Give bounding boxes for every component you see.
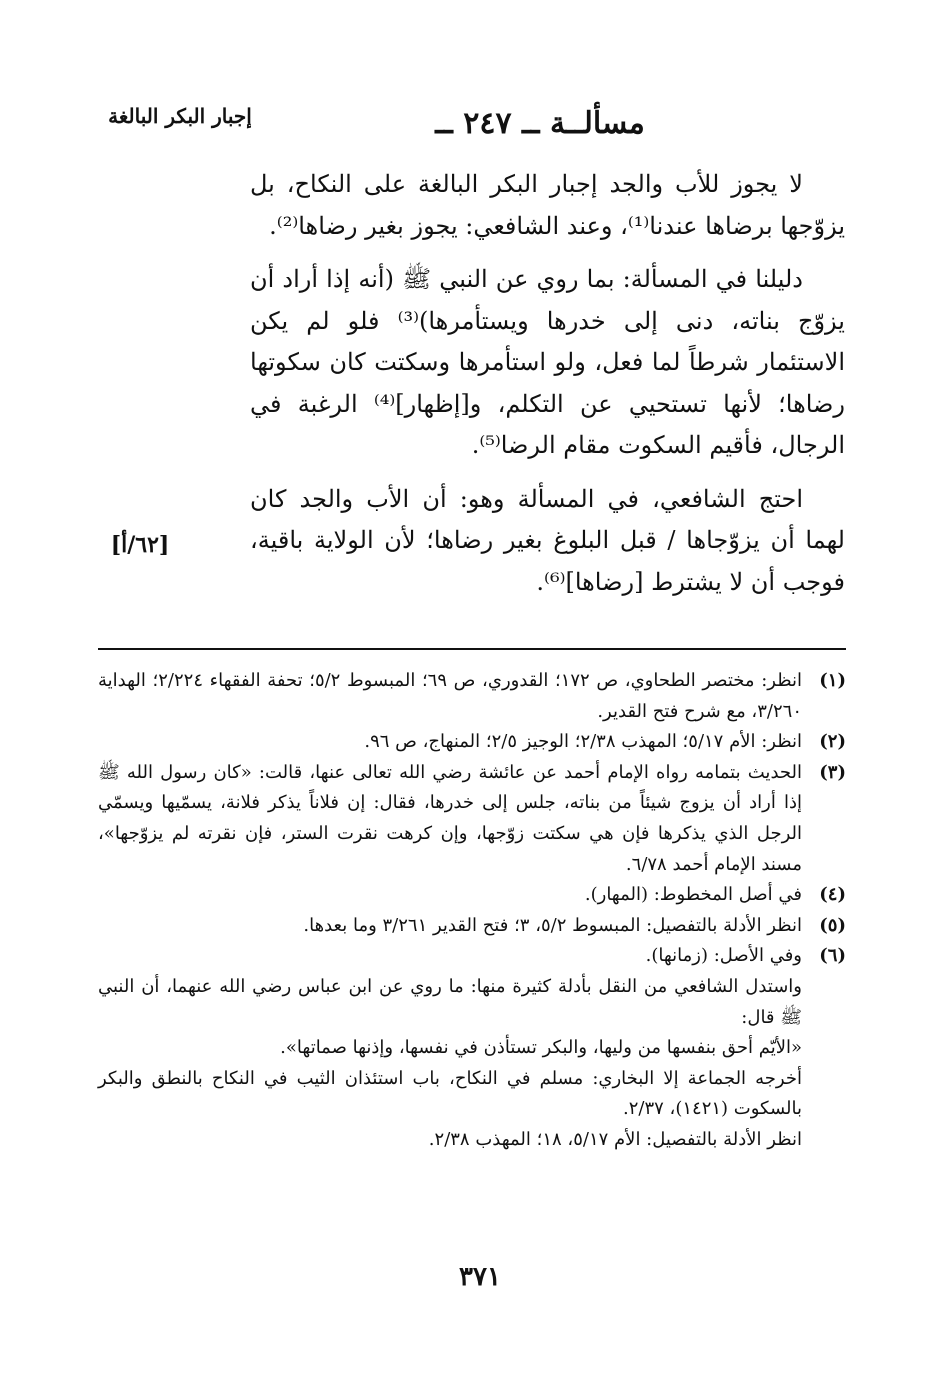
- footnote: [98, 911, 846, 942]
- footnote-text: وفي الأصل: (زمانها).: [645, 945, 802, 967]
- footnote-number: (١): [819, 670, 846, 691]
- footnote-continuation: انظر الأدلة بالتفصيل: الأم ٥/١٧، ١٨؛ المهذب ٢/٣٨.: [428, 1128, 802, 1150]
- footnote-number: (٥): [819, 914, 846, 936]
- paragraph: دليلنا في المسألة: بما روي عن النبي ﷺ (أنه إذا أراد أن يزوّج بناته، دنى إلى خدرها ويستأمرها)⁽³⁾ فلو لم يكن الاستئمار شرطاً لما فعل، ولو استأمرها وسكتت كان سكوتها رضاها؛ لأنها تستحيي عن التكلم، و[إظهار]⁽⁴⁾ الرغبة في الرجال، فأقيم السكوت مقام الرضا⁽⁵⁾.: [250, 265, 846, 459]
- footnote-text: في أصل المخطوط: (المهار).: [584, 884, 802, 906]
- page-number: ٣٧١: [459, 1262, 501, 1292]
- footnotes: [98, 666, 846, 1156]
- footnote-number: (٢): [819, 731, 846, 753]
- paragraph: لا يجوز للأب والجد إجبار البكر البالغة على النكاح، بل يزوّجها برضاها عندنا⁽¹⁾، وعند الشافعي: يجوز بغير رضاها⁽²⁾.: [250, 170, 845, 240]
- footnote: [98, 758, 846, 880]
- footnote-text: انظر: الأم ٥/١٧؛ المهذب ٢/٣٨؛ الوجيز ٢/٥؛ المنهاج، ص ٩٦.: [364, 731, 802, 753]
- manuscript-folio-marker: [٦٢/أ]: [110, 532, 170, 558]
- footnote-continuation: «الأيّم أحق بنفسها من وليها، والبكر تستأذن في نفسها، وإذنها صماتها».: [280, 1037, 802, 1059]
- running-header: إجبار البكر البالغة: [108, 104, 252, 128]
- footnote-number: (٤): [819, 884, 846, 906]
- footnote-number: (٣): [819, 761, 846, 783]
- footnote: [98, 880, 846, 911]
- paragraph: احتج الشافعي، في المسألة وهو: أن الأب والجد كان لهما أن يزوّجاها / قبل البلوغ بغير رضاها؛ لأن الولاية باقية، فوجب أن لا يشترط [رضاها]⁽⁶⁾.: [250, 484, 845, 596]
- footnote-continuation: واستدل الشافعي من النقل بأدلة كثيرة منها: ما روي عن ابن عباس رضي الله عنهما، أن النبي ﷺ قال:: [98, 975, 802, 1028]
- footnote: [98, 666, 846, 727]
- footnote-text: انظر الأدلة بالتفصيل: المبسوط ٥/٢، ٣؛ فتح القدير ٣/٢٦١ وما بعدها.: [303, 914, 802, 936]
- footnote: [98, 941, 846, 972]
- footnote-text: الحديث بتمامه رواه الإمام أحمد عن عائشة رضي الله تعالى عنها، قالت: «كان رسول الله ﷺ إذا أراد أن يزوج شيئاً من بناته، جلس إلى خدرها، فقال: إن فلاناً يذكر فلانة، يسمّيها ويسمّي الرجل الذي يذكرها فإن هي سكتت زوّجها، وإن كرهت نقرت الستر، فإن نقرته لم يزوّجها»، مسند الإمام أحمد ٦/٧٨.: [98, 761, 802, 875]
- footnote-text: انظر: مختصر الطحاوي، ص ١٧٢؛ القدوري، ص ٦٩؛ المبسوط ٥/٢؛ تحفة الفقهاء ٢/٢٢٤؛ الهداية ٣/٢٦٠، مع شرح فتح القدير.: [98, 670, 802, 722]
- footnote-continuation: أخرجه الجماعة إلا البخاري: مسلم في النكاح، باب استئذان الثيب في النكاح بالنطق والبكر بالسكوت (١٤٢١)، ٢/٣٧.: [98, 1067, 802, 1120]
- footnote-divider: [98, 648, 846, 650]
- main-text: [250, 164, 845, 603]
- issue-heading: مسألــة ــ ٢٤٧ ــ: [435, 106, 645, 141]
- footnote: [98, 727, 846, 758]
- footnote-number: (٦): [819, 945, 846, 967]
